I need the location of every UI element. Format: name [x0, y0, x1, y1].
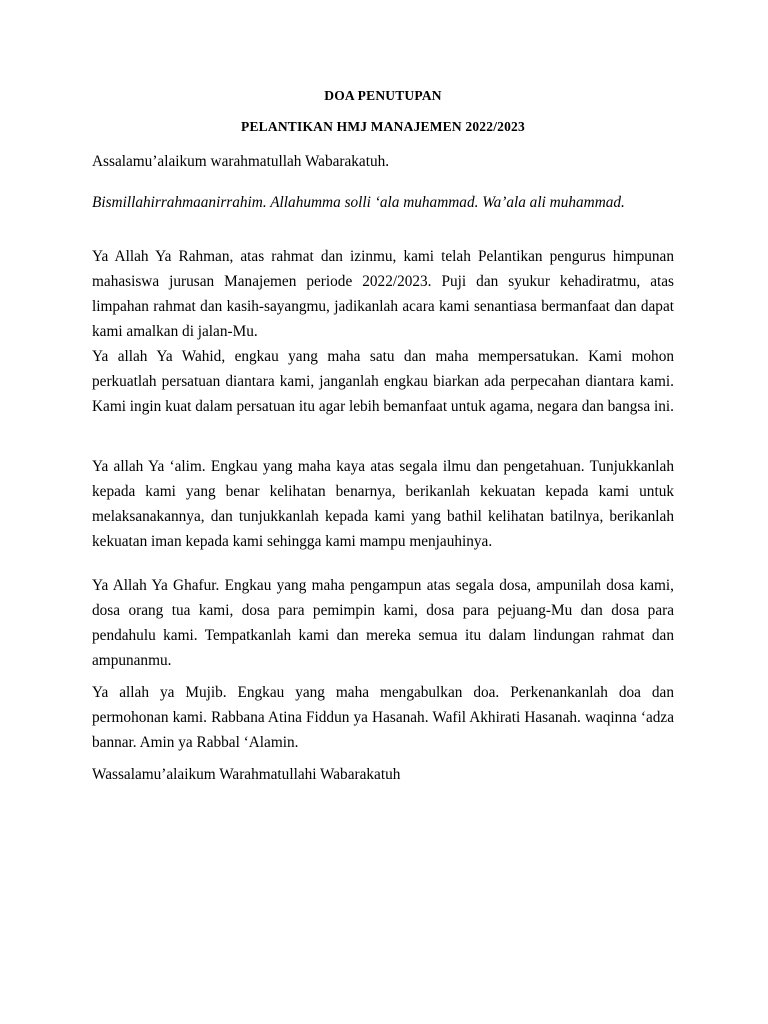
prayer-paragraph-wahid: Ya allah Ya Wahid, engkau yang maha satu dan maha mempersatukan. Kami mohon perkuatlah persatuan diantara kami, janganlah engkau biarkan ada perpecahan diantara kami. Kami ingin kuat dalam persatuan itu agar lebih bemanfaat untuk agama, negara dan bangsa ini.: [92, 348, 674, 415]
opening-prayer-paragraph: Bismillahirrahmaanirrahim. Allahumma solli ‘ala muhammad. Wa’ala ali muhammad.: [92, 194, 625, 211]
prayer-paragraph-alim: Ya allah Ya ‘alim. Engkau yang maha kaya atas segala ilmu dan pengetahuan. Tunjukkanlah kepada kami yang benar kelihatan benarnya, berikanlah kekuatan kepada kami untuk melaksanakannya, dan tunjukkanlah kepada kami yang bathil kelihatan batilnya, berikanlah kekuatan iman kepada kami sehingga kami mampu menjauhinya.: [92, 458, 674, 550]
document-title: DOA PENUTUPAN: [324, 88, 442, 103]
closing-paragraph: Wassalamu’alaikum Warahmatullahi Wabarakatuh: [92, 766, 401, 783]
greeting-paragraph: Assalamu’alaikum warahmatullah Wabarakatuh.: [92, 153, 390, 170]
prayer-paragraph-rahman: Ya Allah Ya Rahman, atas rahmat dan izinmu, kami telah Pelantikan pengurus himpunan mahasiswa jurusan Manajemen periode 2022/2023. Puji dan syukur kehadiratmu, atas limpahan rahmat dan kasih-sayangmu, jadikanlah acara kami senantiasa bermanfaat dan dapat kami amalkan di jalan-Mu.: [92, 248, 674, 340]
prayer-paragraph-mujib: Ya allah ya Mujib. Engkau yang maha mengabulkan doa. Perkenankanlah doa dan permohonan kami. Rabbana Atina Fiddun ya Hasanah. Wafil Akhirati Hasanah. waqinna ‘adza bannar. Amin ya Rabbal ‘Alamin.: [92, 684, 674, 751]
prayer-paragraph-ghafur: Ya Allah Ya Ghafur. Engkau yang maha pengampun atas segala dosa, ampunilah dosa kami, dosa orang tua kami, dosa para pemimpin kami, dosa para pejuang-Mu dan dosa para pendahulu kami. Tempatkanlah kami dan mereka semua itu dalam lindungan rahmat dan ampunanmu.: [92, 577, 674, 669]
document-subtitle: PELANTIKAN HMJ MANAJEMEN 2022/2023: [241, 119, 525, 134]
